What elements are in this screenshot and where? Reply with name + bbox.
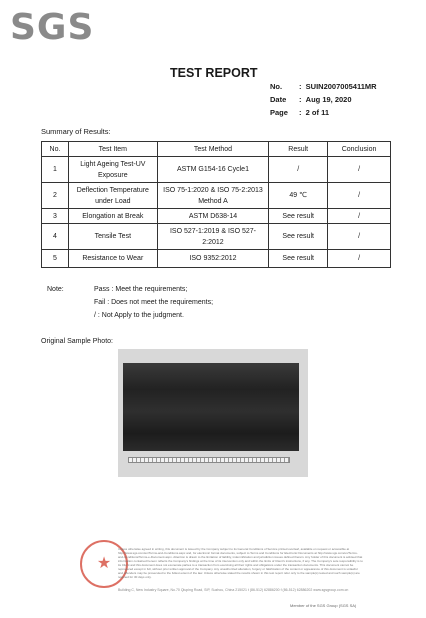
measuring-ruler	[128, 457, 290, 463]
cell-test-method: ASTM D638-14	[157, 209, 269, 224]
cell-test-method: ASTM G154-16 Cycle1	[157, 157, 269, 183]
report-page-sep: :	[299, 108, 302, 117]
table-row	[42, 209, 391, 224]
seal-stamp: ★	[80, 540, 128, 588]
header-no: No.	[42, 142, 69, 157]
report-page-key: Page	[270, 108, 288, 117]
note-not-apply: / : Not Apply to the judgment.	[94, 312, 184, 319]
header-test-item: Test Item	[68, 142, 157, 157]
sample-photo	[118, 349, 308, 477]
cell-result: 49 ℃	[269, 183, 328, 209]
cell-result: See result	[269, 250, 328, 268]
cell-conclusion: /	[328, 183, 391, 209]
cell-result: See result	[269, 224, 328, 250]
cell-test-method: ISO 527-1:2019 & ISO 527-2:2012	[157, 224, 269, 250]
note-fail: Fail : Does not meet the requirements;	[94, 299, 214, 306]
sgs-logo: SGS	[10, 7, 95, 48]
table-row	[42, 250, 391, 268]
cell-conclusion: /	[328, 209, 391, 224]
table-row	[42, 183, 391, 209]
sample-sheet	[123, 363, 299, 451]
cell-test-method: ISO 9352:2012	[157, 250, 269, 268]
results-table	[41, 141, 391, 268]
cell-test-method: ISO 75-1:2020 & ISO 75-2:2013 Method A	[157, 183, 269, 209]
cell-test-item: Light Ageing Test-UV Exposure	[68, 157, 157, 183]
table-row	[42, 157, 391, 183]
summary-heading: Summary of Results:	[41, 127, 111, 136]
cell-no: 1	[42, 157, 69, 183]
cell-conclusion: /	[328, 224, 391, 250]
table-row	[42, 224, 391, 250]
cell-result: See result	[269, 209, 328, 224]
report-number-value: SUIN2007005411MR	[305, 82, 377, 91]
footer-address: Building C, New Industry Square, No.70 Qiuping Road, SIP, Suzhou, China 215021 t (86-512) 62886200 f (86-512) 62886202 www.sgsgroup.com.cn	[118, 588, 349, 592]
cell-conclusion: /	[328, 250, 391, 268]
cell-no: 3	[42, 209, 69, 224]
header-conclusion: Conclusion	[328, 142, 391, 157]
report-date	[270, 95, 352, 104]
cell-test-item: Resistance to Wear	[68, 250, 157, 268]
cell-no: 5	[42, 250, 69, 268]
report-page-value: 2 of 11	[305, 108, 330, 117]
header-test-method: Test Method	[157, 142, 269, 157]
report-title: TEST REPORT	[170, 66, 258, 80]
report-number	[270, 82, 377, 91]
cell-no: 4	[42, 224, 69, 250]
footer-member: Member of the SGS Group (SGS SA)	[290, 603, 357, 608]
report-page	[270, 108, 329, 117]
report-date-sep: :	[299, 95, 302, 104]
cell-test-item: Elongation at Break	[68, 209, 157, 224]
footer-disclaimer: Unless otherwise agreed in writing, this document is issued by the Company subject to its General Conditions of Service printed overleaf, available on request or accessible at http://www.sgs.com/en/Terms-and-Conditions.aspx and, for electronic format documents, subject to Terms and Conditions for Electronic Documents at http://www.sgs.com/en/Terms-and-Conditions/Terms-e-Document.aspx. Attention is drawn to the limitation of liability, indemnification and jurisdiction issues defined therein. Any holder of this document is advised that information contained hereon reflects the Company's findings at the time of its intervention only and within the limits of Client's instructions, if any. The Company's sole responsibility is to its Client and this document does not exonerate parties to a transaction from exercising all their rights and obligations under the transaction documents. This document cannot be reproduced except in full, without prior written approval of the Company. Any unauthorized alteration, forgery or falsification of the content or appearance of this document is unlawful and offenders may be prosecuted to the fullest extent of the law. Unless otherwise stated the results shown in this test report refer only to the sample(s) tested and such sample(s) are retained for 30 days only.	[118, 547, 363, 579]
note-pass: Pass : Meet the requirements;	[94, 286, 188, 293]
table-header-row	[42, 142, 391, 157]
report-number-key: No.	[270, 82, 283, 91]
cell-test-item: Tensile Test	[68, 224, 157, 250]
report-number-sep: :	[299, 82, 302, 91]
cell-result: /	[269, 157, 328, 183]
photo-heading: Original Sample Photo:	[41, 338, 113, 345]
header-result: Result	[269, 142, 328, 157]
cell-no: 2	[42, 183, 69, 209]
report-date-key: Date	[270, 95, 287, 104]
note-label: Note:	[47, 286, 64, 293]
cell-conclusion: /	[328, 157, 391, 183]
report-date-value: Aug 19, 2020	[305, 95, 352, 104]
cell-test-item: Deflection Temperature under Load	[68, 183, 157, 209]
